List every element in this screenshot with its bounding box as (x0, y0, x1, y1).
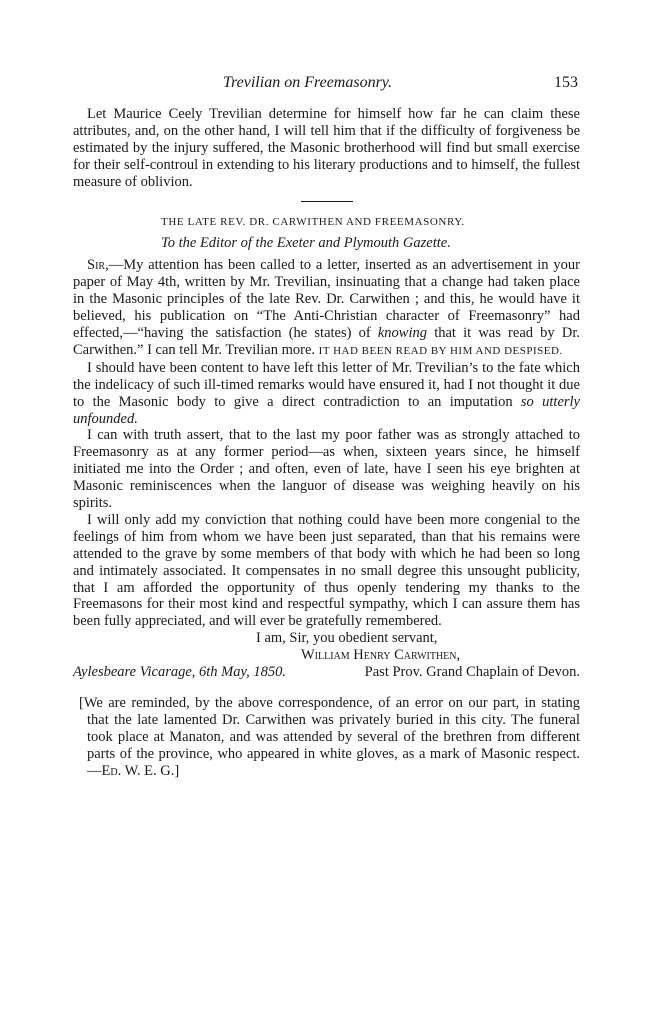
signature: William Henry Carwithen, (301, 647, 461, 664)
para1-caps: IT HAD BEEN READ BY HIM AND DESPISED. (318, 344, 563, 357)
running-header (73, 74, 580, 94)
letter-paragraph-1 (73, 257, 580, 359)
letter-subheading: To the Editor of the Exeter and Plymouth Gazette. (161, 235, 451, 252)
signature-title: Past Prov. Grand Chaplain of Devon. (364, 664, 580, 681)
editor-note-paragraph (73, 695, 580, 780)
para1-emphasis: knowing (377, 324, 428, 341)
editor-note-text: [We are reminded, by the above correspondence, of an error on our part, in stating that the late lamented Dr. Carwithen was privately buried in this city. The funeral took place at Manaton, and was attended by several of the brethren from different parts of the province, who appeared in white gloves, as a mark of Masonic respect.— (79, 694, 580, 779)
section-divider (301, 201, 353, 202)
para1-text-a: —My attention has been called to a letter, inserted as an advertisement in your paper of May 4th, written by Mr. Trevilian, insinuating that a change had taken place in the Masonic principles of the late Rev. Dr. Carwithen ; and this, he would have it believed, his publication on “The Anti-Christian character of Freemasonry” had effected,—“having the satisfaction (he states) of (73, 257, 580, 341)
letter-heading: THE LATE REV. DR. CARWITHEN AND FREEMASONRY. (161, 215, 465, 228)
letter-paragraph-3: I can with truth assert, that to the last my poor father was as strongly attached to Freemasonry as at any former period—as when, sixteen years since, he himself initiated me into the Order ; and often, even of late, have I seen his eye brighten at Masonic reminiscences when the languor of disease was weighing heavily on his spirits. (73, 427, 580, 512)
para2-emphasis: so utterly unfounded. (73, 393, 580, 427)
editor-sign-tail: W. E. G.] (121, 762, 180, 779)
para1-text-b: that it was read by Dr. Carwithen.” I can tell Mr. Trevilian more. (73, 324, 580, 358)
salutation: Sir, (87, 257, 109, 274)
letter-paragraph-2 (73, 360, 580, 428)
intro-paragraph: Let Maurice Ceely Trevilian determine for himself how far he can claim these attributes, and, on the other hand, I will tell him that if the difficulty of forgiveness be estimated by the injury suffered, the Masonic brotherhood will find but small exercise for their self-controul in extending to his literary productions and to himself, the fullest measure of oblivion. (73, 106, 580, 190)
page-number: 153 (554, 74, 578, 91)
closing-line: I am, Sir, you obedient servant, (256, 630, 438, 647)
page-body (73, 106, 580, 779)
dateline: Aylesbeare Vicarage, 6th May, 1850. (73, 664, 287, 680)
running-title: Trevilian on Freemasonry. (223, 74, 393, 91)
para2-text: I should have been content to have left this letter of Mr. Trevilian’s to the fate which the indelicacy of such ill-timed remarks would have ensured it, had I not thought it due to the Masonic body to give a direct contradiction to an imputation (73, 359, 580, 410)
editor-sign: Ed. (101, 762, 122, 779)
editor-note (73, 695, 580, 780)
letter-paragraph-4: I will only add my conviction that nothing could have been more congenial to the feelings of him from whom we have been just separated, than that his remains were attended to the grave by some members of that body with which he had been so long and intimately associated. It compensates in no small degree this unsought publicity, that I am afforded the opportunity of thus openly tendering my thanks to the Freemasons for their most kind and respectful sympathy, which I can assure them has been fully appreciated, and will ever be gratefully remembered. (73, 511, 580, 630)
